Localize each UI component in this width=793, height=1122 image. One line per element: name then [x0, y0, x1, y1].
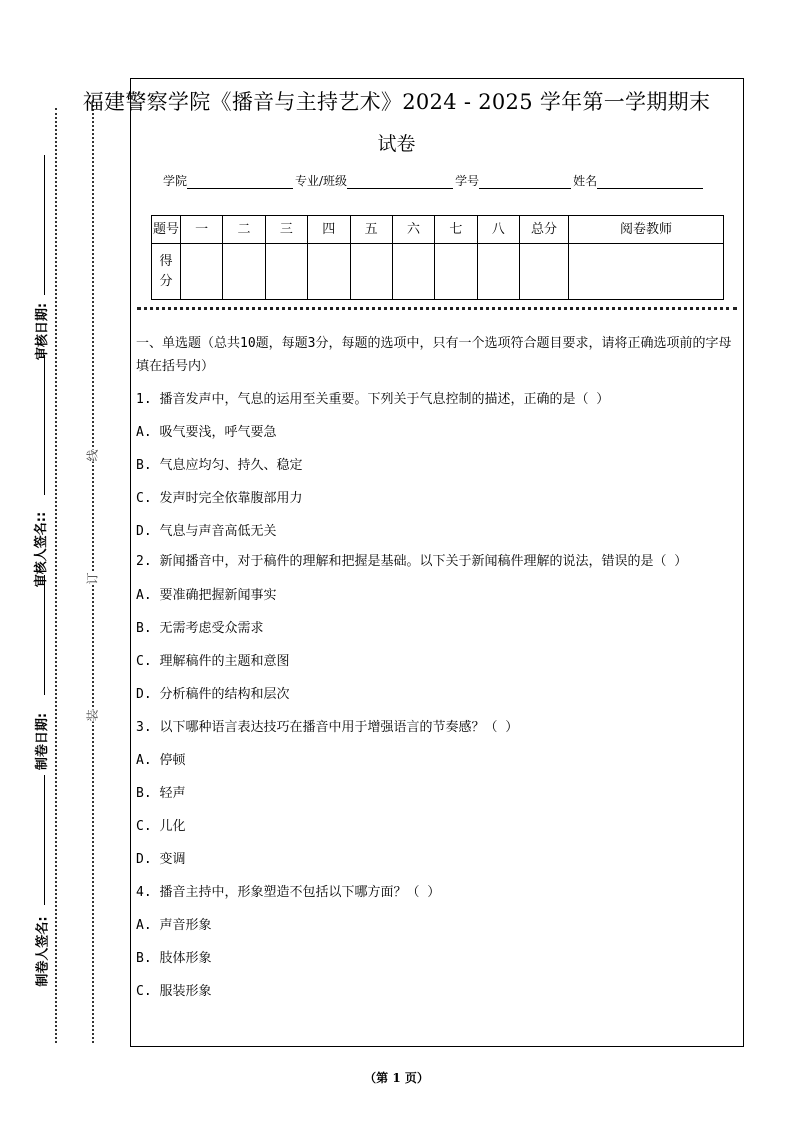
- col-header: 七: [435, 216, 477, 244]
- option: C. 发声时完全依靠腹部用力: [136, 491, 303, 506]
- score-cell[interactable]: [392, 244, 434, 300]
- page-number: （第 1 页）: [364, 1071, 429, 1085]
- maker-sign-label: 制卷人签名:: [35, 916, 51, 987]
- field-name-label: 姓名: [573, 174, 598, 188]
- col-header: 五: [350, 216, 392, 244]
- field-id-blank[interactable]: [479, 174, 571, 189]
- field-college-label: 学院: [163, 174, 188, 188]
- field-college-blank[interactable]: [187, 174, 293, 189]
- option: C. 儿化: [136, 819, 186, 834]
- option: A. 要准确把握新闻事实: [136, 588, 277, 603]
- review-date-label: 审核日期:: [35, 302, 51, 361]
- bind-mark-bind: 装: [85, 709, 100, 722]
- score-cell[interactable]: [435, 244, 477, 300]
- table-row: [152, 244, 724, 300]
- exam-subtitle: 试卷: [377, 133, 416, 155]
- reviewer-sign-label: 审核人签名::: [34, 511, 50, 588]
- option: B. 无需考虑受众需求: [136, 621, 264, 636]
- score-cell[interactable]: [308, 244, 350, 300]
- col-header: 二: [223, 216, 265, 244]
- option: D. 变调: [136, 852, 186, 867]
- student-info: [163, 172, 705, 189]
- reviewer-sign-line: [44, 355, 45, 495]
- score-cell[interactable]: [477, 244, 519, 300]
- col-header: 阅卷教师: [569, 216, 724, 244]
- score-cell[interactable]: [181, 244, 223, 300]
- option: B. 气息应均匀、持久、稳定: [136, 458, 303, 473]
- option: D. 分析稿件的结构和层次: [136, 687, 290, 702]
- field-id-label: 学号: [455, 174, 480, 188]
- question: 4. 播音主持中，形象塑造不包括以下哪方面？（ ）: [136, 885, 441, 900]
- option: B. 轻声: [136, 786, 186, 801]
- col-header: 六: [392, 216, 434, 244]
- option: B. 肢体形象: [136, 951, 212, 966]
- make-date-label: 制卷日期:: [35, 712, 51, 771]
- field-name-blank[interactable]: [597, 174, 703, 189]
- col-header: 总分: [520, 216, 569, 244]
- question: 1. 播音发声中，气息的运用至关重要。下列关于气息控制的描述，正确的是（ ）: [136, 392, 610, 407]
- make-date-line: [44, 575, 45, 695]
- section-heading: 一、单选题（总共10题，每题3分，每题的选项中，只有一个选项符合题目要求，请将正确选项前的字母填在括号内）: [136, 336, 732, 374]
- score-table: [151, 215, 724, 300]
- option: A. 停顿: [136, 753, 186, 768]
- col-header: 八: [477, 216, 519, 244]
- col-header: 一: [181, 216, 223, 244]
- score-cell[interactable]: [350, 244, 392, 300]
- exam-title: 福建警察学院《播音与主持艺术》2024 - 2025 学年第一学期期末: [82, 90, 711, 114]
- question-section: [136, 332, 740, 1013]
- dotted-line: [55, 108, 57, 1043]
- maker-sign-line: [44, 775, 45, 905]
- score-cell[interactable]: [569, 244, 724, 300]
- review-date-line: [44, 155, 45, 295]
- col-header: 四: [308, 216, 350, 244]
- option: C. 服装形象: [136, 984, 212, 999]
- field-major-blank[interactable]: [347, 174, 453, 189]
- row-label: 题号: [152, 216, 181, 244]
- col-header: 三: [265, 216, 307, 244]
- score-cell[interactable]: [265, 244, 307, 300]
- score-cell[interactable]: [520, 244, 569, 300]
- score-cell[interactable]: [223, 244, 265, 300]
- bind-mark-staple: 订: [85, 572, 100, 585]
- option: A. 声音形象: [136, 918, 212, 933]
- field-major-label: 专业/班级: [295, 174, 348, 188]
- bind-mark-line: 线: [85, 449, 100, 462]
- option: C. 理解稿件的主题和意图: [136, 654, 290, 669]
- option: D. 气息与声音高低无关: [136, 524, 277, 539]
- option: A. 吸气要浅，呼气要急: [136, 425, 277, 440]
- separator: [137, 307, 737, 310]
- question: 3. 以下哪种语言表达技巧在播音中用于增强语言的节奏感？（ ）: [136, 720, 519, 735]
- table-row: [152, 216, 724, 244]
- question: 2. 新闻播音中，对于稿件的理解和把握是基础。以下关于新闻稿件理解的说法，错误的是（ ）: [136, 554, 688, 569]
- row-label: 得分: [152, 244, 181, 300]
